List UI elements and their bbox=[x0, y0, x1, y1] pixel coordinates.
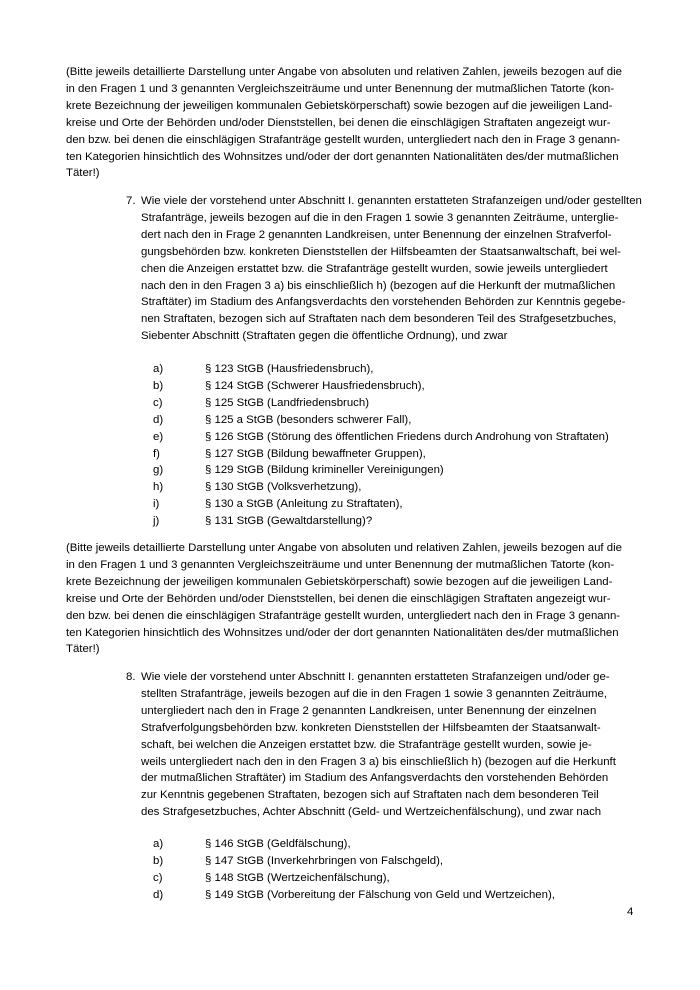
text-line: chen die Anzeigen erstattet bzw. die Strafanträge gestellt wurden, sowie jeweils untergliedert bbox=[141, 262, 608, 275]
question-7-list bbox=[153, 361, 609, 530]
list-item: j) § 131 StGB (Gewaltdarstellung)? bbox=[153, 515, 373, 528]
question-number: 8. bbox=[126, 671, 136, 683]
list-item: c) § 148 StGB (Wertzeichenfälschung), bbox=[153, 871, 390, 884]
text-line: Wie viele der vorstehend unter Abschnitt I. genannten erstatteten Strafanzeigen und/oder ge- bbox=[141, 671, 610, 683]
text-line: dert nach den in Frage 2 genannten Landkreisen, unter Benennung der einzelnen Strafverfol- bbox=[141, 228, 612, 241]
text-line: ten Kategorien hinsichtlich des Wohnsitzes und/oder der dort genannten Nationalitäten des/der mutmaßlichen bbox=[66, 626, 619, 639]
text-line: (Bitte jeweils detaillierte Darstellung unter Angabe von absoluten und relativen Zahlen, jeweils bezogen auf die bbox=[66, 66, 622, 78]
text-line: Täter!) bbox=[66, 643, 100, 656]
list-item: i) § 130 a StGB (Anleitung zu Straftaten), bbox=[153, 498, 403, 511]
text-line: (Bitte jeweils detaillierte Darstellung unter Angabe von absoluten und relativen Zahlen, jeweils bezogen auf die bbox=[66, 542, 622, 554]
text-line: in den Fragen 1 und 3 genannten Vergleichszeiträume und unter Benennung der mutmaßlichen Tatorte (kon- bbox=[66, 82, 615, 95]
text-line: untergliedert nach den in Frage 2 genannten Landkreisen, unter Benennung der einzelnen bbox=[141, 704, 597, 717]
text-line: schaft, bei welchen die Anzeigen erstattet bzw. die Strafanträge gestellt wurden, sowie je- bbox=[141, 738, 592, 751]
list-item: a) § 146 StGB (Geldfälschung), bbox=[153, 838, 351, 850]
text-line: ten Kategorien hinsichtlich des Wohnsitzes und/oder der dort genannten Nationalitäten des/der mutmaßlichen bbox=[66, 150, 619, 163]
intro-paragraph-2 bbox=[66, 540, 634, 658]
text-line: krete Bezeichnung der jeweiligen kommunalen Gebietskörperschaft) sowie bezogen auf die jeweiligen Land- bbox=[66, 575, 613, 588]
text-line: weils untergliedert nach den in den Fragen 3 a) bis einschließlich h) (bezogen auf die Herkunft bbox=[141, 755, 616, 768]
text-line: der mutmaßlichen Straftäter) im Stadium des Anfangsverdachts den vorstehenden Behörden bbox=[141, 772, 609, 785]
page-number: 4 bbox=[627, 906, 634, 918]
list-item: c) § 125 StGB (Landfriedensbruch) bbox=[153, 396, 369, 409]
list-item: d) § 149 StGB (Vorbereitung der Fälschung von Geld und Wertzeichen), bbox=[153, 888, 555, 901]
text-line: stellten Strafanträge, jeweils bezogen auf die in den Fragen 1 sowie 3 genannten Zeiträume, bbox=[141, 687, 608, 700]
list-item: a) § 123 StGB (Hausfriedensbruch), bbox=[153, 363, 374, 375]
question-text bbox=[141, 193, 642, 345]
text-line: nen Straftaten, bezogen sich auf Straftaten nach dem besonderen Teil des Strafgesetzbuches, bbox=[141, 313, 617, 326]
text-line: Straftäter) im Stadium des Anfangsverdachts den vorstehenden Behörden zur Kenntnis gegebe- bbox=[141, 296, 626, 309]
text-line: den bzw. bei denen die einschlägigen Strafanträge gestellt wurden, untergliedert nach den in Frage 3 genann- bbox=[66, 609, 621, 622]
list-item: f) § 127 StGB (Bildung bewaffneter Gruppen), bbox=[153, 447, 426, 460]
text-line: des Strafgesetzbuches, Achter Abschnitt (Geld- und Wertzeichenfälschung), und zwar nach bbox=[141, 806, 602, 819]
question-text bbox=[141, 669, 634, 821]
list-item: b) § 124 StGB (Schwerer Hausfriedensbruch), bbox=[153, 379, 425, 392]
intro-paragraph-1 bbox=[66, 64, 634, 182]
text-line: in den Fragen 1 und 3 genannten Vergleichszeiträume und unter Benennung der mutmaßlichen Tatorte (kon- bbox=[66, 558, 615, 571]
question-8-list bbox=[153, 836, 555, 904]
list-item: d) § 125 a StGB (besonders schwerer Fall), bbox=[153, 413, 412, 426]
text-line: kreise und Orte der Behörden und/oder Dienststellen, bei denen die einschlägigen Straftaten angezeigt wur- bbox=[66, 116, 611, 129]
text-line: kreise und Orte der Behörden und/oder Dienststellen, bei denen die einschlägigen Straftaten angezeigt wur- bbox=[66, 592, 611, 605]
text-line: Täter!) bbox=[66, 167, 100, 180]
list-item: g) § 129 StGB (Bildung krimineller Vereinigungen) bbox=[153, 464, 444, 477]
text-line: Strafanträge, jeweils bezogen auf die in den Fragen 1 sowie 3 genannten Zeiträume, unterglie- bbox=[141, 211, 619, 224]
text-line: krete Bezeichnung der jeweiligen kommunalen Gebietskörperschaft) sowie bezogen auf die jeweiligen Land- bbox=[66, 99, 613, 112]
question-number: 7. bbox=[126, 195, 136, 207]
list-item: h) § 130 StGB (Volksverhetzung), bbox=[153, 481, 362, 494]
text-line: Siebenter Abschnitt (Straftaten gegen die öffentliche Ordnung), und zwar bbox=[141, 330, 508, 343]
text-line: gungsbehörden bzw. konkreten Dienststellen der Hilfsbeamten der Staatsanwaltschaft, bei wel- bbox=[141, 245, 621, 258]
text-line: den bzw. bei denen die einschlägigen Strafanträge gestellt wurden, untergliedert nach den in Frage 3 genann- bbox=[66, 133, 621, 146]
text-line: zur Kenntnis gegebenen Straftaten, bezogen sich auf Straftaten nach dem besonderen Teil bbox=[141, 789, 599, 802]
text-line: Strafverfolgungsbehörden bzw. konkreten Dienststellen der Hilfsbeamten der Staatsanwalt- bbox=[141, 721, 601, 734]
list-item: b) § 147 StGB (Inverkehrbringen von Falschgeld), bbox=[153, 854, 444, 867]
text-line: Wie viele der vorstehend unter Abschnitt I. genannten erstatteten Strafanzeigen und/oder gestellten bbox=[141, 195, 642, 207]
text-line: nach den in den Fragen 3 a) bis einschließlich h) (bezogen auf die Herkunft der mutmaßlichen bbox=[141, 279, 616, 292]
list-item: e) § 126 StGB (Störung des öffentlichen Friedens durch Androhung von Straftaten) bbox=[153, 430, 609, 443]
